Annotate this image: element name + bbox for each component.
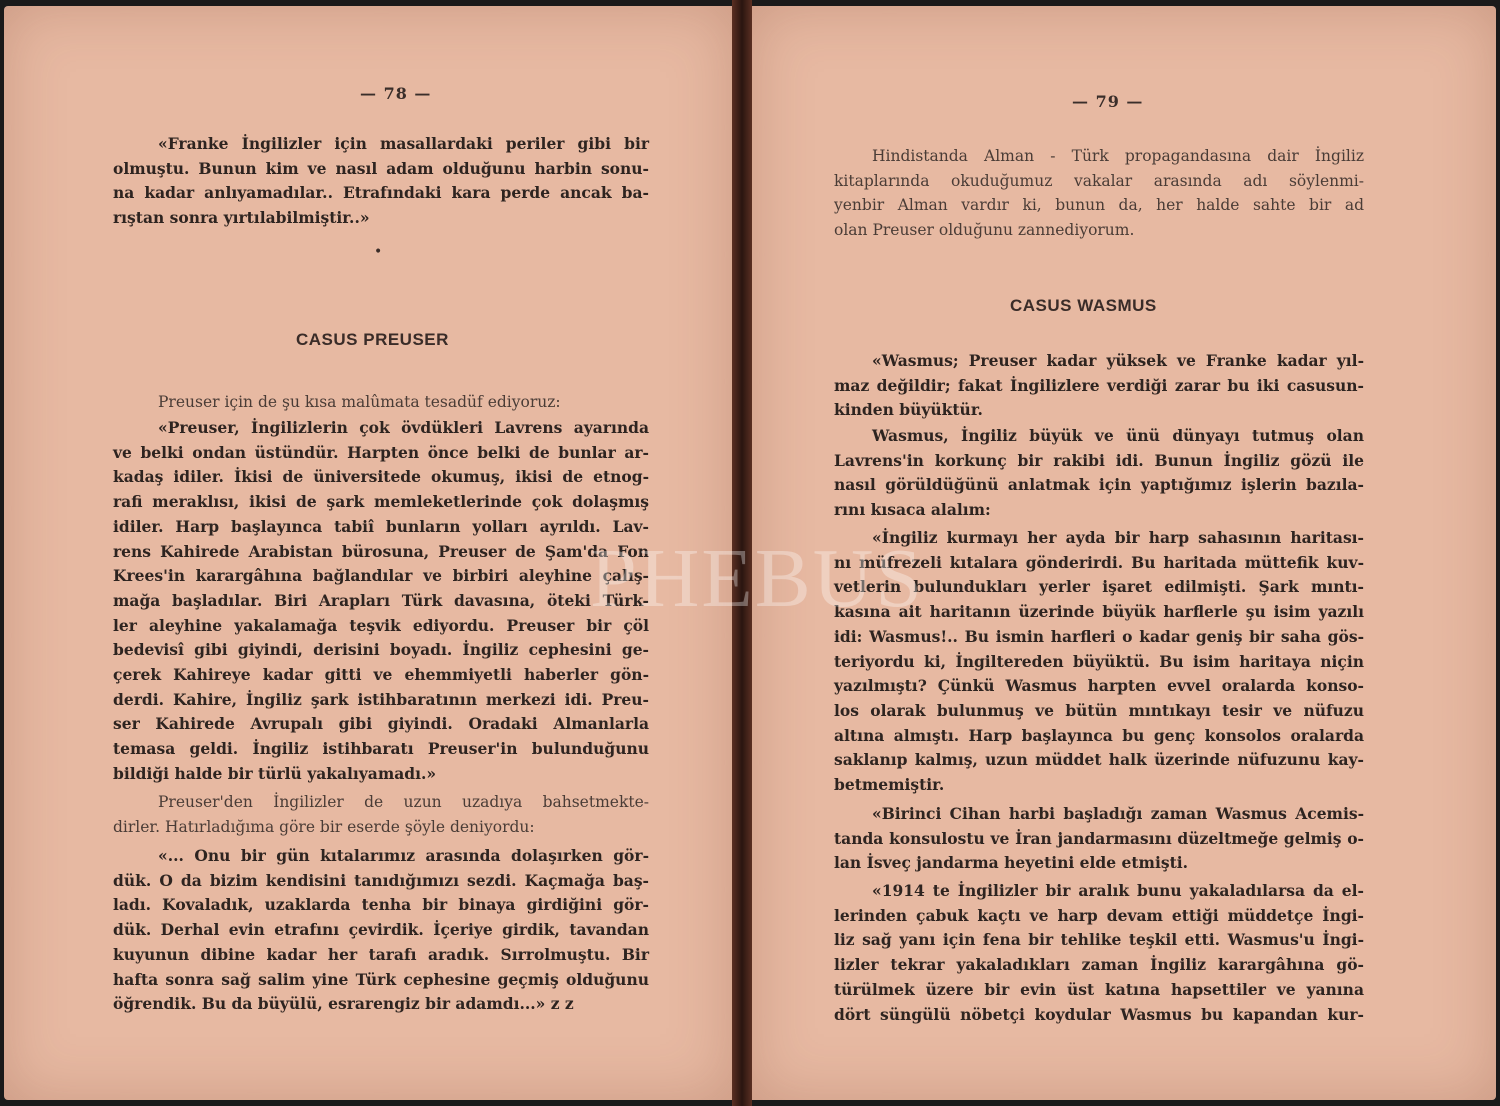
text-line: na kadar anlıyamadılar.. Etrafındaki kara perde ancak ba-: [113, 183, 649, 203]
text-line: «Birinci Cihan harbi başladığı zaman Wasmus Acemis-: [872, 804, 1364, 823]
text-line: kinden büyüktür.: [834, 400, 983, 420]
text-line: rıştan sonra yırtılabilmiştir..»: [113, 208, 370, 228]
text-line: Preuser'den İngilizler de uzun uzadıya bahsetmekte-: [158, 793, 649, 811]
page-number-left: — 78 —: [360, 84, 432, 103]
page-number-right: — 79 —: [1072, 92, 1144, 111]
text-line: ler aleyhine yakalamağa teşvik ediyordu. Preuser bir çöl: [113, 615, 649, 635]
text-line: vetlerin bulundukları yerler işaret edilmişti. Şark mıntı-: [834, 577, 1364, 597]
text-line: Wasmus, İngiliz büyük ve ünü dünyayı tutmuş olan: [872, 426, 1364, 445]
text-line: dük. Derhal evin etrafını çevirdik. İçeriye girdik, tavandan: [113, 920, 649, 940]
section-heading-preuser: CASUS PREUSER: [296, 330, 449, 349]
text-line: dük. O da bizim kendisini tanıdığımızı sezdi. Kaçmağa baş-: [113, 870, 649, 890]
text-line: saklanıp kalmış, uzun müddet halk üzerinde nüfuzunu kay-: [834, 750, 1364, 770]
right-paragraph-2: [834, 424, 1364, 523]
watermark: PHEBUS: [590, 532, 925, 625]
text-line: öğrendik. Bu da büyülü, esrarengiz bir adamdı...» z z: [113, 994, 574, 1014]
text-line: olan Preuser olduğunu zannediyorum.: [834, 221, 1135, 240]
text-line: «1914 te İngilizler bir aralık bunu yakaladılarsa da el-: [872, 881, 1364, 900]
text-line: olmuştu. Bunun kim ve nasıl adam olduğunu harbin sonu-: [113, 158, 649, 178]
text-line: hafta sonra sağ salim yine Türk cephesine geçmiş olduğunu: [113, 969, 649, 989]
text-line: mağa başladılar. Biri Arapları Türk davasına, öteki Türk-: [113, 590, 649, 610]
right-paragraph-3: [834, 526, 1364, 798]
text-line: temasa geldi. İngiliz istihbaratı Preuser'in bulunduğunu: [113, 739, 649, 759]
text-line: lizler tekrar yakaladıkları zaman İngiliz karargâhına gö-: [834, 955, 1364, 975]
left-quote-2: [113, 416, 649, 787]
text-line: dört süngülü nöbetçi koydular Wasmus bu kapandan kur-: [834, 1004, 1364, 1024]
text-line: bedevisî gibi giyindi, derisini boyadı. İngiliz cephesini ge-: [113, 640, 649, 660]
text-line: rens Kahirede Arabistan bürosuna, Preuser de Şam'da Fon: [113, 541, 649, 561]
text-line: kadaş idiler. İkisi de üniversitede okumuş, ikisi de etnog-: [113, 467, 649, 487]
right-intro: [834, 144, 1364, 243]
right-page: [752, 6, 1496, 1100]
left-intro: [113, 390, 649, 415]
text-line: kuyunun dibine kadar her tarafı aradık. Sırrolmuştu. Bir: [113, 944, 649, 964]
text-line: teriyordu ki, İngiltereden büyüktü. Bu isim haritaya niçin: [834, 651, 1364, 671]
right-paragraph-5: [834, 879, 1364, 1027]
section-heading-wasmus: CASUS WASMUS: [1010, 296, 1157, 315]
text-line: «İngiliz kurmayı her ayda bir harp sahasının haritası-: [872, 528, 1364, 547]
text-line: Lavrens'in korkunç bir rakibi idi. Bunun İngiliz gözü ile: [834, 450, 1364, 470]
text-line: nı müfrezeli kıtalara gönderirdi. Bu haritada müttefik kuv-: [834, 552, 1364, 572]
text-line: «Wasmus; Preuser kadar yüksek ve Franke kadar yıl-: [872, 351, 1364, 370]
text-line: betmemiştir.: [834, 775, 945, 795]
text-line: lan İsveç jandarma heyetini elde etmişti.: [834, 853, 1189, 873]
text-line: «Preuser, İngilizlerin çok övdükleri Lavrens ayarında: [158, 418, 649, 437]
text-line: maz değildir; fakat İngilizlere verdiği zarar bu iki casusun-: [834, 375, 1364, 395]
text-line: Hindistanda Alman - Türk propagandasına dair İngiliz: [872, 147, 1364, 165]
text-line: rını kısaca alalım:: [834, 500, 991, 520]
text-line: yenbir Alman vardır ki, bunun da, her halde sahte bir ad: [834, 196, 1364, 215]
text-line: dirler. Hatırladığıma göre bir eserde şöyle deniyordu:: [113, 817, 535, 836]
text-line: Preuser için de şu kısa malûmata tesadüf ediyoruz:: [158, 393, 561, 411]
text-line: türülmek üzere bir evin üst katına hapsettiler ve yanına: [834, 979, 1364, 999]
text-line: çerek Kahireye kadar gitti ve ehemmiyetli haberler gön-: [113, 665, 649, 685]
text-line: lerinden çabuk kaçtı ve harp devam ettiği müddetçe İngi-: [834, 905, 1364, 925]
right-quote-1: [834, 349, 1364, 423]
text-line: kasına ait haritanın üzerinde büyük harflerle şu isim yazılı: [834, 602, 1364, 622]
left-quote-1: [113, 132, 649, 231]
text-line: ve belki ondan üstündür. Harpten önce belki de bunlar ar-: [113, 442, 649, 462]
text-line: tanda konsulostu ve İran jandarmasını düzeltmeğe gelmiş o-: [834, 828, 1364, 848]
text-line: bildiği halde bir türlü yakalıyamadı.»: [113, 763, 437, 783]
text-line: idi: Wasmus!.. Bu ismin harfleri o kadar geniş bir saha gös-: [834, 626, 1364, 646]
book-gutter: [732, 0, 752, 1106]
text-line: rafi meraklısı, ikisi de şark memleketlerinde çok dolaşmış: [113, 492, 649, 512]
text-line: derdi. Kahire, İngiliz şark istihbaratının merkezi idi. Preu-: [113, 689, 649, 709]
text-line: idiler. Harp başlayınca tabiî bunların yolları ayrıldı. Lav-: [113, 516, 649, 536]
text-line: «Franke İngilizler için masallardaki periler gibi bir: [158, 134, 649, 153]
text-line: los olarak bulunmuş ve bütün mıntıkayı tesir ve nüfuzu: [834, 700, 1364, 720]
right-paragraph-4: [834, 802, 1364, 876]
left-paragraph-2: [113, 790, 649, 839]
text-line: altına almıştı. Harp başlayınca bu genç konsolos oralarda: [834, 725, 1364, 745]
separator-dot: •: [374, 244, 383, 260]
text-line: yazılmıştı? Çünkü Wasmus harpten evvel oralarda konso-: [834, 676, 1364, 696]
left-quote-3: [113, 844, 649, 1017]
text-line: ladı. Kovaladık, uzaklarda tenha bir binaya girdiğini gör-: [113, 895, 649, 915]
text-line: Krees'in karargâhına bağlandılar ve birbiri aleyhine çalış-: [113, 566, 649, 586]
text-line: kitaplarında okuduğumuz vakalar arasında adı söylenmi-: [834, 171, 1364, 190]
text-line: nasıl görüldüğünü anlatmak için yaptığımız işlerin bazıla-: [834, 475, 1364, 495]
text-line: «... Onu bir gün kıtalarımız arasında dolaşırken gör-: [158, 846, 649, 865]
text-line: liz sağ yanı için fena bir tehlike teşkil etti. Wasmus'u İngi-: [834, 930, 1364, 950]
left-page: [4, 6, 732, 1100]
text-line: ser Kahirede Avrupalı gibi giyindi. Oradaki Almanlarla: [113, 714, 649, 734]
